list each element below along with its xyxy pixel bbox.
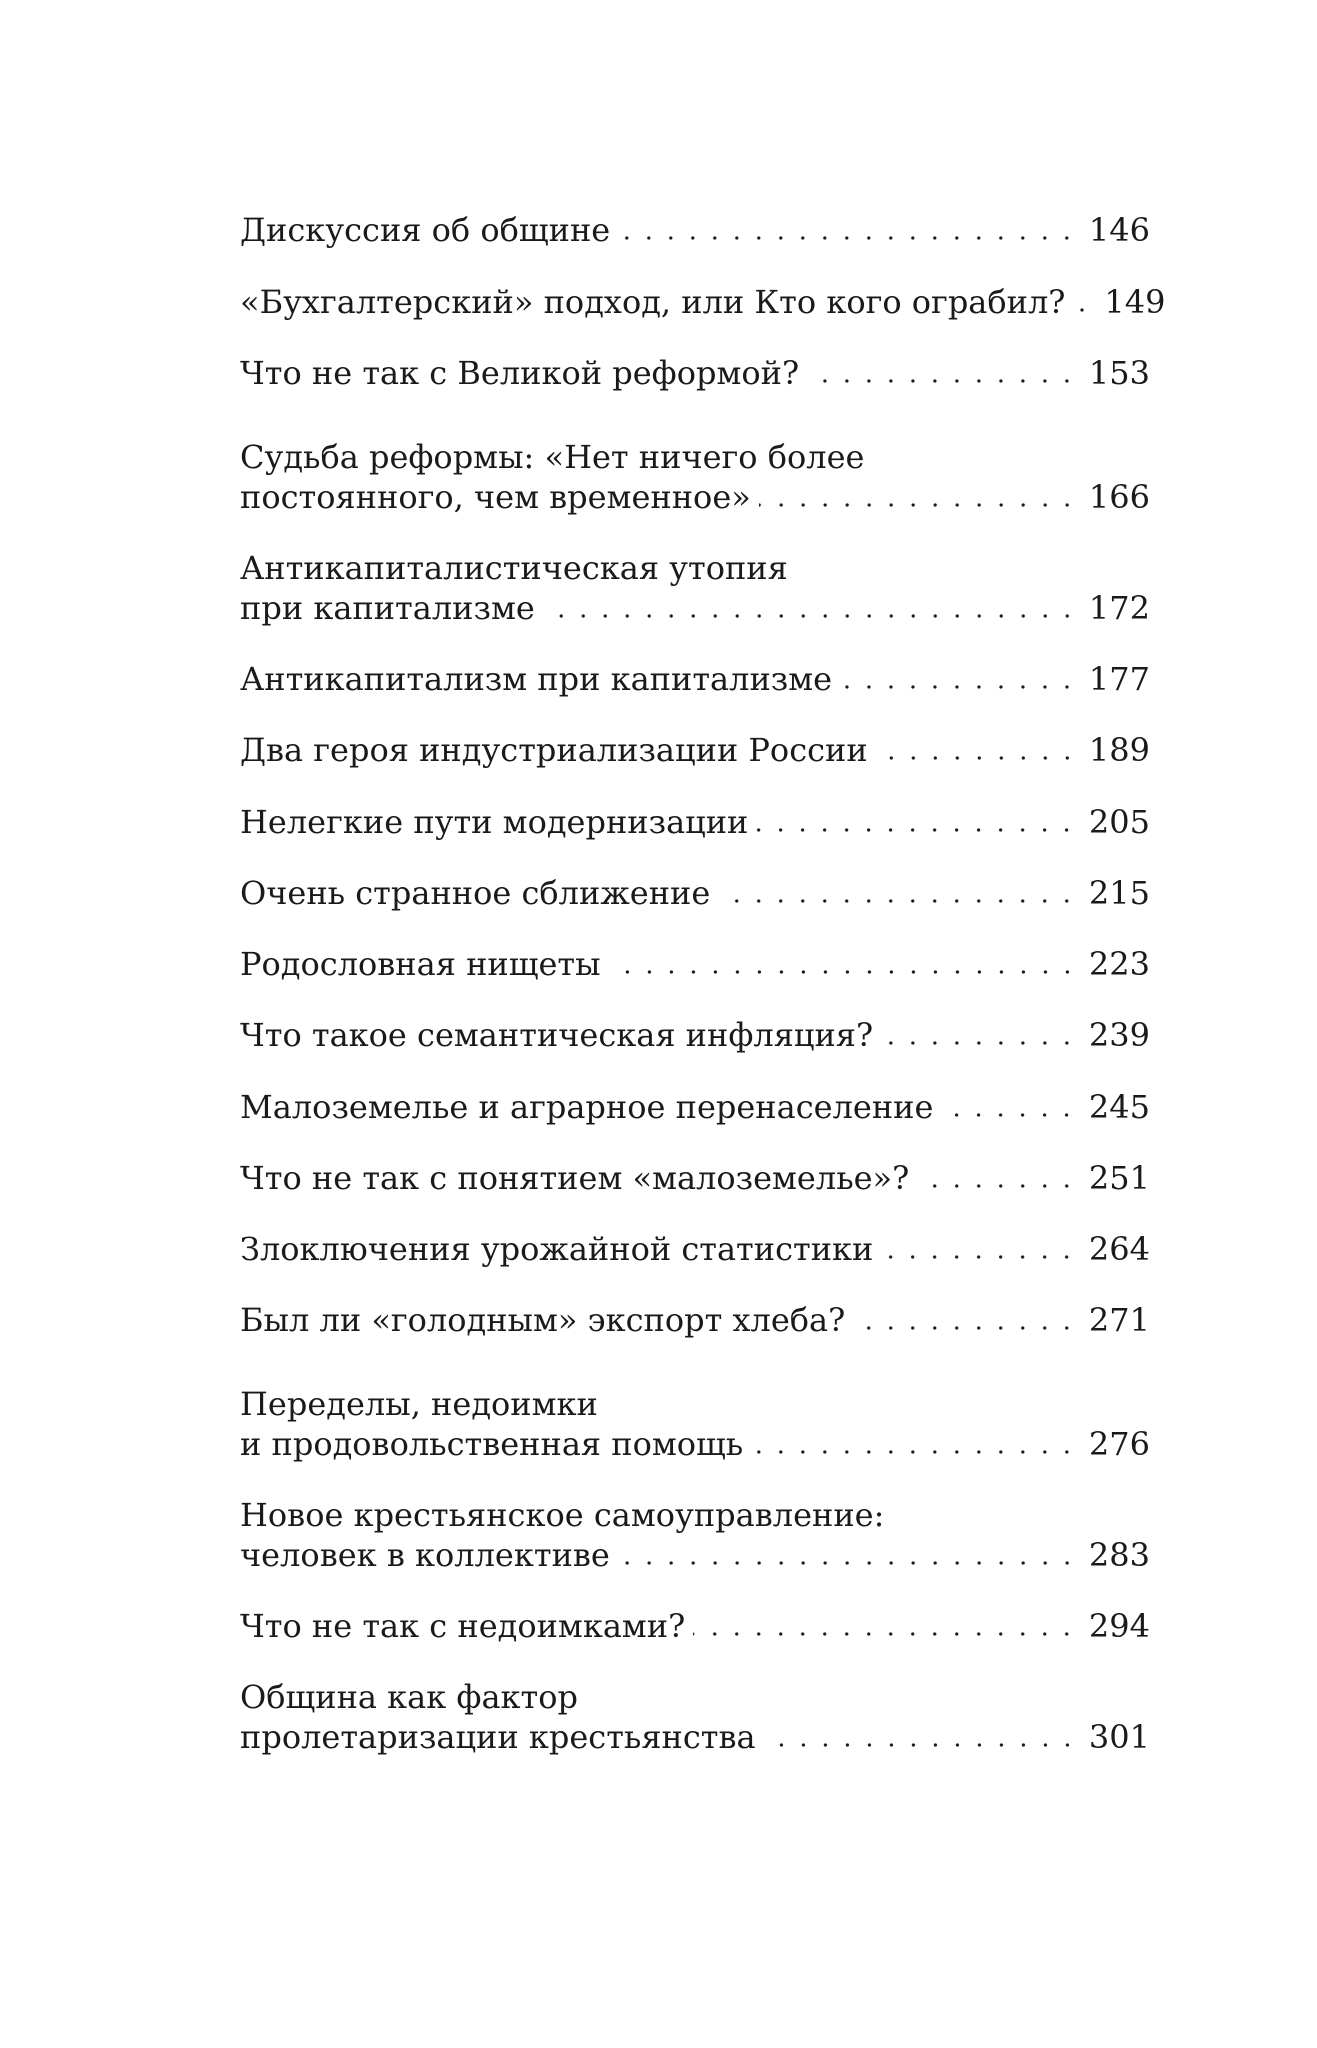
toc-entry-row [240,353,1150,393]
toc-entry-title-line: и продовольственная помощь [240,1425,744,1463]
toc-entry-row [240,1535,1150,1575]
toc-page-number: 153 [1088,354,1150,392]
toc-page-number: 149 [1104,283,1166,321]
dot-leader [941,1112,1078,1118]
toc-page-number: 177 [1088,660,1150,698]
toc-entry-title-line: «Бухгалтерский» подход, или Кто кого ограбил? [240,283,1066,321]
dot-leader [751,1449,1078,1455]
toc-entry-title-line: Антикапиталистическая утопия [240,549,788,587]
toc-entry-row [240,477,1150,517]
toc-page-number: 146 [1088,211,1150,249]
toc-page-number: 276 [1088,1425,1150,1463]
toc-entry-row [240,1158,1150,1198]
toc-entry-row [240,588,1150,628]
toc-entry [240,353,1150,393]
toc-entry-row [240,1717,1150,1757]
toc-entry [240,1087,1150,1127]
dot-leader [881,1254,1078,1260]
toc-entry [240,548,1150,628]
toc-entry-title-line: Новое крестьянское самоуправление: [240,1496,885,1534]
toc-entry-title-line: Нелегкие пути модернизации [240,803,749,841]
toc-entry-title-line: Судьба реформы: «Нет ничего более [240,438,865,476]
toc-entry-title-line: Что не так с Великой реформой? [240,354,800,392]
toc-entry [240,944,1150,984]
toc-entry-row [240,1229,1150,1269]
toc-page-number: 166 [1088,478,1150,516]
toc-page-number: 251 [1088,1159,1150,1197]
toc-entry-title-line: Община как фактор [240,1678,578,1716]
toc-entry [240,1300,1150,1340]
dot-leader [618,235,1078,241]
toc-page-number: 172 [1088,589,1150,627]
toc-entry [240,1384,1150,1464]
toc-entry-title-line: Антикапитализм при капитализме [240,660,833,698]
toc-entry [240,1677,1150,1757]
dot-leader [609,969,1078,975]
toc-entry-row [240,730,1150,770]
toc-entry-title-line: Очень странное сближение [240,874,711,912]
dot-leader [543,613,1078,619]
dot-leader [693,1631,1078,1637]
toc-entry-title-line: Дискуссия об общине [240,211,611,249]
toc-page-number: 271 [1088,1301,1150,1339]
toc-entry-row [240,659,1150,699]
toc-page-number: 239 [1088,1016,1150,1054]
toc-entry-row [240,1606,1150,1646]
toc-page-number: 283 [1088,1536,1150,1574]
dot-leader [807,378,1078,384]
toc-page-number: 264 [1088,1230,1150,1268]
toc-page-number: 245 [1088,1088,1150,1126]
toc-entry-title-line: Был ли «голодным» экспорт хлеба? [240,1301,846,1339]
toc-entry [240,437,1150,517]
toc-entry-row [240,1087,1150,1127]
dot-leader [764,1742,1078,1748]
toc-entry-title-line: Злоключения урожайной статистики [240,1230,874,1268]
toc-entry-row [240,282,1166,322]
dot-leader [881,1040,1078,1046]
toc-entry [240,730,1150,770]
dot-leader [718,898,1078,904]
toc-entry-title-line: Что такое семантическая инфляция? [240,1016,874,1054]
toc-entry-title-line: Малоземелье и аграрное перенаселение [240,1088,934,1126]
toc-entry-row [240,210,1150,250]
toc-entry-title-line: Что не так с понятием «малоземелье»? [240,1159,910,1197]
toc-entry [240,1015,1150,1055]
dot-leader [876,755,1078,761]
toc-entry-row [240,1015,1150,1055]
toc-entry [240,1229,1150,1269]
toc-entry [240,282,1166,322]
toc-entry-title-line: Родословная нищеты [240,945,601,983]
toc-entry-title-line: Два героя индустриализации России [240,731,868,769]
toc-entry [240,659,1150,699]
dot-leader [1073,307,1093,313]
toc-entry [240,210,1150,250]
toc-page-number: 189 [1088,731,1150,769]
toc-entry-title-line: пролетаризации крестьянства [240,1718,756,1756]
toc-page-number: 215 [1088,874,1150,912]
dot-leader [618,1560,1078,1566]
toc-entry-title-line: Что не так с недоимками? [240,1607,686,1645]
toc-entry-title-line: человек в коллективе [240,1536,610,1574]
toc-entry-row [240,944,1150,984]
toc-page-number: 223 [1088,945,1150,983]
toc-page-number: 205 [1088,803,1150,841]
toc-entry-row [240,1300,1150,1340]
dot-leader [853,1325,1078,1331]
dot-leader [756,827,1078,833]
toc-entry-title-line: Переделы, недоимки [240,1385,598,1423]
toc-entry-row [240,873,1150,913]
toc-entry-row [240,802,1150,842]
toc-entry-title-line: постоянного, чем временное» [240,478,751,516]
dot-leader [840,684,1078,690]
toc-page-number: 301 [1088,1718,1150,1756]
toc-page-number: 294 [1088,1607,1150,1645]
toc-entry [240,1158,1150,1198]
toc-entry [240,802,1150,842]
dot-leader [917,1183,1078,1189]
dot-leader [759,502,1078,508]
toc-entry [240,1495,1150,1575]
toc-entry-title-line: при капитализме [240,589,535,627]
toc-entry [240,873,1150,913]
toc-entry [240,1606,1150,1646]
toc-entry-row [240,1424,1150,1464]
